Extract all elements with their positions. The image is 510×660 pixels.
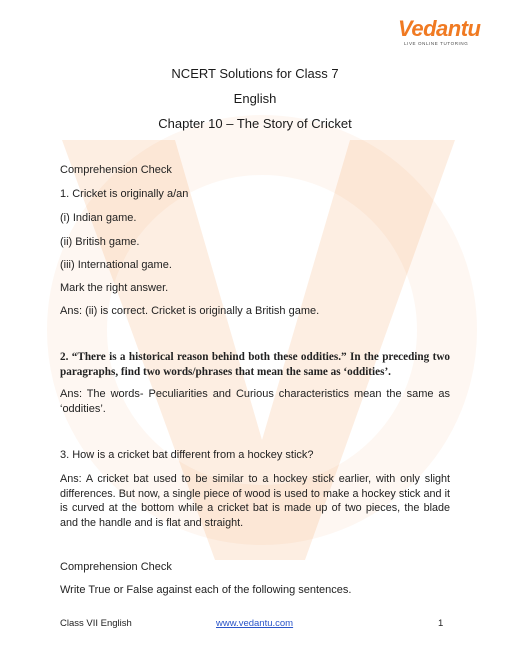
question-2: 2. “There is a historical reason behind both these oddities.” In the preceding two paragraphs, find two words/phrases that mean the same as ‘oddities’. xyxy=(60,351,450,378)
doc-subject: English xyxy=(233,91,277,106)
question-3: 3. How is a cricket bat different from a hockey stick? xyxy=(60,449,314,461)
section-title: Comprehension Check xyxy=(60,164,172,176)
q2-answer: Ans: The words- Peculiarities and Curious characteristics mean the same as ‘oddities’. xyxy=(60,388,450,415)
question-1: 1. Cricket is originally a/an xyxy=(60,188,189,200)
q3-answer: Ans: A cricket bat used to be similar to a hockey stick earlier, with only slight differences. But now, a single piece of wood is used to make a hockey stick and it is curved at the bottom while a cricket bat is made up of two pieces, the blade and the handle and is flat and straight. xyxy=(60,473,450,529)
footer-link[interactable]: www.vedantu.com xyxy=(216,618,294,629)
logo-wordmark: Vedantu xyxy=(398,16,481,41)
section-title-2: Comprehension Check xyxy=(60,561,172,573)
vedantu-logo[interactable] xyxy=(398,16,481,52)
q1-option-3: (iii) International game. xyxy=(60,259,172,271)
q1-instruction: Mark the right answer. xyxy=(60,282,169,294)
instruction-2: Write True or False against each of the following sentences. xyxy=(60,584,352,596)
page-number: 1 xyxy=(438,618,444,629)
q1-option-1: (i) Indian game. xyxy=(60,212,137,224)
doc-chapter: Chapter 10 – The Story of Cricket xyxy=(158,116,352,131)
q1-option-2: (ii) British game. xyxy=(60,236,140,248)
logo-tagline: LIVE ONLINE TUTORING xyxy=(404,41,469,46)
q1-answer: Ans: (ii) is correct. Cricket is originally a British game. xyxy=(60,305,320,317)
footer-class: Class VII English xyxy=(60,618,132,629)
doc-title: NCERT Solutions for Class 7 xyxy=(171,66,339,81)
